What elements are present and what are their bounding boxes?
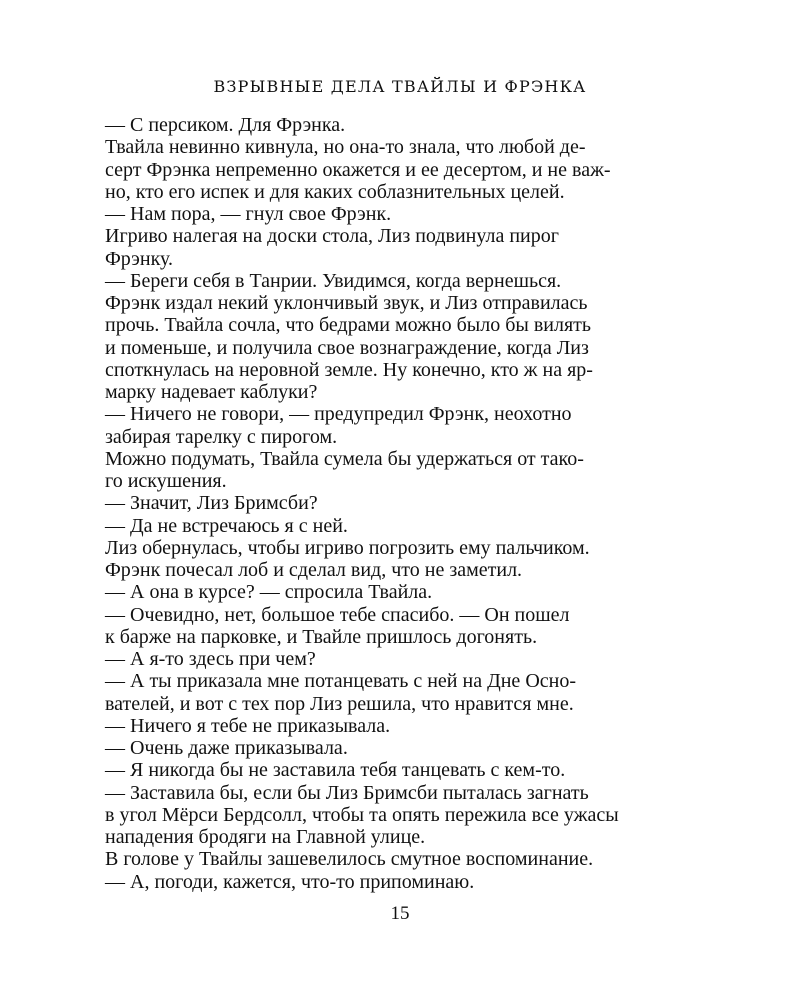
- text-line: Твайла невинно кивнула, но она-то знала, что любой де-: [105, 136, 586, 159]
- text-line: — А, погоди, кажется, что-то припоминаю.: [105, 870, 475, 893]
- text-line: — А ты приказала мне потанцевать с ней на Дне Осно-: [105, 670, 576, 693]
- text-line: — С персиком. Для Фрэнка.: [105, 114, 346, 136]
- text-line: — А я-то здесь при чем?: [105, 648, 316, 670]
- text-line: — Береги себя в Танрии. Увидимся, когда вернешься.: [105, 269, 562, 292]
- text-line: и поменьше, и получила свое вознаграждение, когда Лиз: [105, 336, 589, 359]
- text-line: Фрэнк издал некий уклончивый звук, и Лиз отправилась: [105, 292, 588, 314]
- text-line: — Заставила бы, если бы Лиз Бримсби пыталась загнать: [105, 781, 589, 804]
- text-line: — Значит, Лиз Бримсби?: [105, 492, 318, 515]
- text-line: забирая тарелку с пирогом.: [105, 425, 338, 448]
- text-line: Можно подумать, Твайла сумела бы удержаться от тако-: [105, 447, 584, 470]
- text-line: в угол Мёрси Бердсолл, чтобы та опять пережила все ужасы: [105, 803, 619, 826]
- text-line: — Очевидно, нет, большое тебе спасибо. — Он пошел: [105, 603, 570, 626]
- text-line: — Ничего не говори, — предупредил Фрэнк, неохотно: [105, 403, 572, 426]
- text-line: — Я никогда бы не заставила тебя танцевать с кем-то.: [105, 759, 566, 782]
- text-line: В голове у Твайлы зашевелилось смутное воспоминание.: [105, 848, 594, 871]
- text-line: — А она в курсе? — спросила Твайла.: [105, 581, 433, 604]
- text-line: Лиз обернулась, чтобы игриво погрозить ему пальчиком.: [105, 536, 590, 559]
- running-header: ВЗРЫВНЫЕ ДЕЛА ТВАЙЛЫ И ФРЭНКА: [213, 77, 587, 96]
- text-line: Фрэнк почесал лоб и сделал вид, что не заметил.: [105, 559, 523, 581]
- text-line: Фрэнку.: [105, 247, 174, 270]
- text-line: — Очень даже приказывала.: [105, 737, 348, 759]
- text-line: Игриво налегая на доски стола, Лиз подвинула пирог: [105, 225, 559, 248]
- text-line: вателей, и вот с тех пор Лиз решила, что нравится мне.: [105, 692, 574, 715]
- body-text: [105, 114, 677, 893]
- text-line: споткнулась на неровной земле. Ну конечно, кто ж на яр-: [105, 358, 593, 381]
- text-line: — Нам пора, — гнул свое Фрэнк.: [105, 203, 392, 225]
- text-line: — Ничего я тебе не приказывала.: [105, 714, 391, 737]
- text-line: к барже на парковке, и Твайле пришлось догонять.: [105, 625, 538, 648]
- text-line: прочь. Твайла сочла, что бедрами можно было бы вилять: [105, 314, 592, 337]
- text-line: но, кто его испек и для каких соблазнительных целей.: [105, 180, 565, 203]
- text-line: серт Фрэнка непременно окажется и ее десертом, и не важ-: [105, 158, 611, 181]
- text-line: нападения бродяги на Главной улице.: [105, 826, 426, 848]
- text-line: го искушения.: [105, 470, 227, 492]
- page-number: 15: [390, 903, 410, 924]
- text-line: марку надевает каблуки?: [105, 381, 318, 403]
- text-line: — Да не встречаюсь я с ней.: [105, 514, 348, 537]
